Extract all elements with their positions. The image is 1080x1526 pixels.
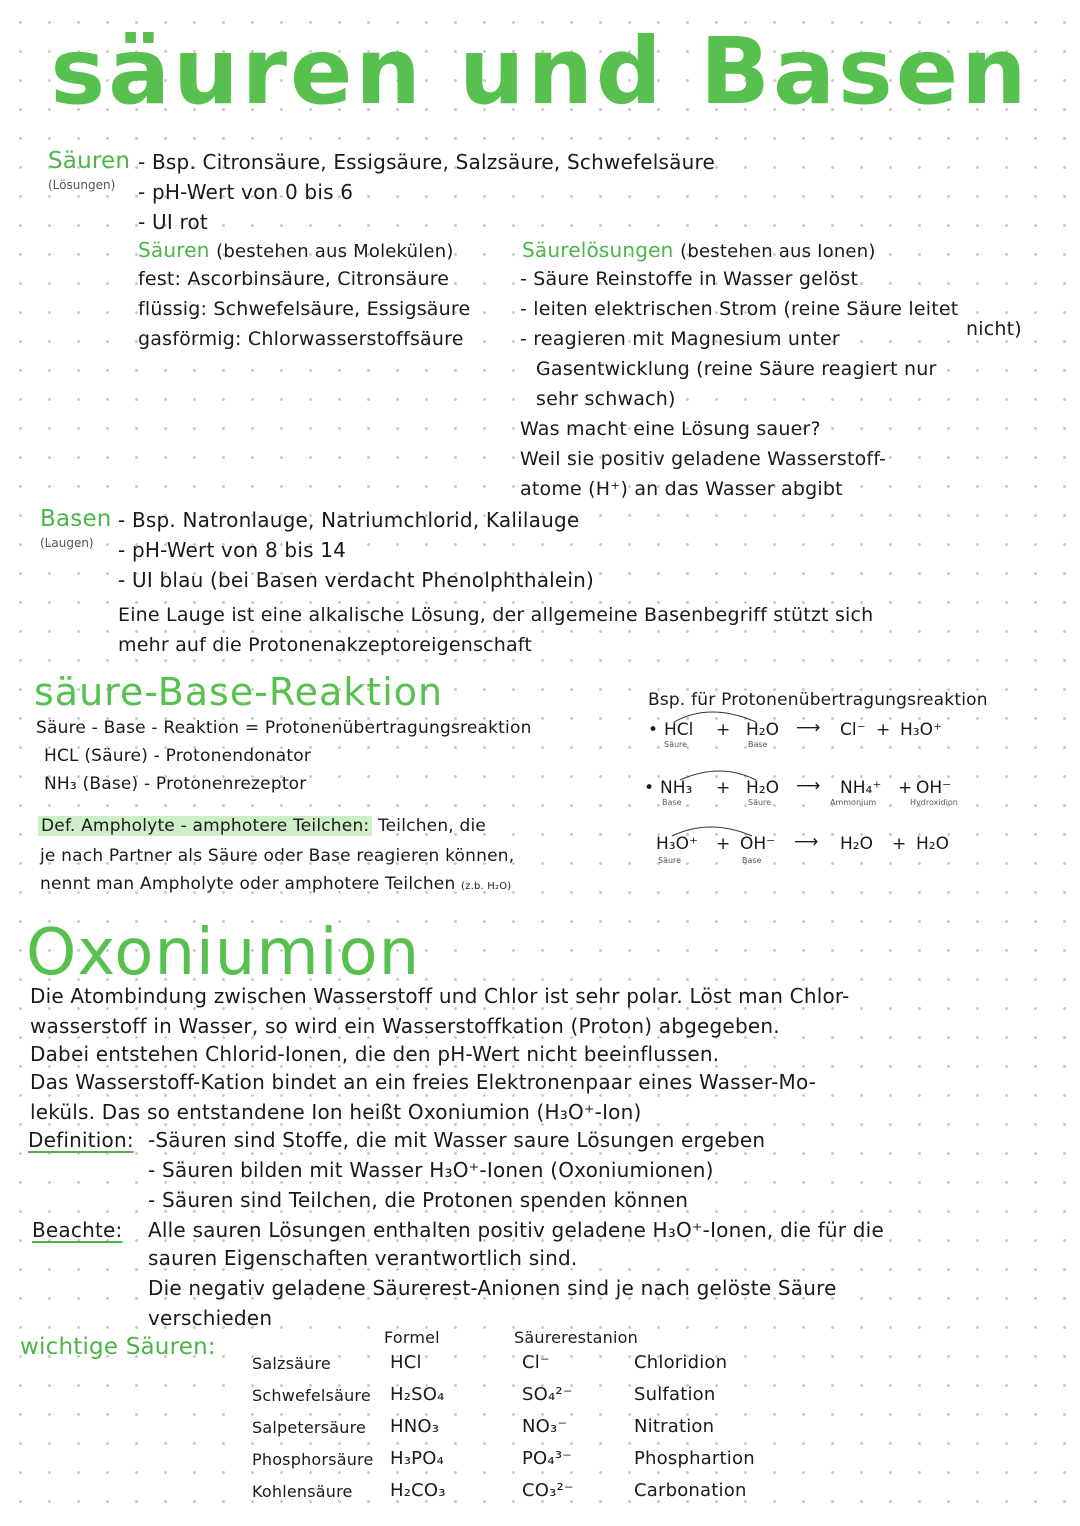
acid-anion: Cl⁻ — [522, 1352, 550, 1373]
definition-label: Definition: — [28, 1128, 134, 1152]
eq1-a: HCl — [664, 720, 694, 740]
acid-name: Schwefelsäure — [252, 1386, 371, 1405]
eq3-b: OH⁻ — [740, 834, 776, 854]
eq1-d: H₃O⁺ — [900, 720, 942, 740]
acid-formula: H₂SO₄ — [390, 1384, 445, 1405]
solutions-heading-rest: (bestehen aus Ionen) — [680, 241, 876, 262]
oxonium-para-2: wasserstoff in Wasser, so wird ein Wasserstoffkation (Proton) abgegeben. — [30, 1014, 780, 1038]
basen-line-1: - Bsp. Natronlauge, Natriumchlorid, Kalilauge — [118, 508, 580, 532]
molecules-heading-row — [138, 238, 454, 262]
acid-anion: SO₄²⁻ — [522, 1384, 573, 1405]
eq1-arrow: ⟶ — [796, 718, 821, 738]
oxonium-para-5: leküls. Das so entstandene Ion heißt Oxoniumion (H₃O⁺-Ion) — [30, 1100, 642, 1124]
acid-anion-name: Sulfation — [634, 1384, 716, 1405]
acid-anion-name: Phosphartion — [634, 1448, 755, 1469]
def-row-3 — [40, 874, 511, 894]
eq2-bullet: • — [644, 778, 655, 798]
eq1-plus1: + — [716, 720, 731, 740]
eq3-b-label: Base — [742, 856, 762, 865]
acid-formula: H₃PO₄ — [390, 1448, 444, 1469]
acid-anion: PO₄³⁻ — [522, 1448, 572, 1469]
oxonium-title: Oxoniumion — [26, 916, 421, 990]
oxonium-para-3: Dabei entstehen Chlorid-Ionen, die den pH-Wert nicht beeinflussen. — [30, 1042, 720, 1066]
molecules-heading-rest: (bestehen aus Molekülen) — [216, 241, 454, 262]
eq3-plus1: + — [716, 834, 731, 854]
wichtige-header-rest: Säurerestanion — [514, 1328, 638, 1347]
acid-formula: HNO₃ — [390, 1416, 440, 1437]
definition-line-2: - Säuren bilden mit Wasser H₃O⁺-Ionen (Oxoniumionen) — [148, 1158, 714, 1182]
eq1-bullet: • — [648, 720, 659, 740]
eq1-plus2: + — [876, 720, 891, 740]
wichtige-header-formel: Formel — [384, 1328, 440, 1347]
eq3-a-label: Säure — [658, 856, 682, 865]
eq2-c: NH₄⁺ — [840, 778, 882, 798]
acid-anion: CO₃²⁻ — [522, 1480, 574, 1501]
examples-title: Bsp. für Protonenübertragungsreaktion — [648, 690, 988, 710]
wichtige-label: wichtige Säuren: — [20, 1334, 216, 1360]
def-text-3: nennt man Ampholyte oder amphotere Teilchen — [40, 874, 456, 894]
beachte-line-4: verschieden — [148, 1306, 273, 1330]
reaktion-title: säure-Base-Reaktion — [34, 670, 444, 714]
def-row-1 — [38, 816, 486, 836]
acid-name: Salzsäure — [252, 1354, 331, 1373]
solutions-answer-2: atome (H⁺) an das Wasser abgibt — [520, 478, 843, 500]
eq3-c: H₂O — [840, 834, 873, 854]
saeuren-sublabel: (Lösungen) — [48, 178, 116, 192]
solutions-answer-1: Weil sie positiv geladene Wasserstoff- — [520, 448, 887, 470]
solutions-question: Was macht eine Lösung sauer? — [520, 418, 821, 440]
eq2-b: H₂O — [746, 778, 779, 798]
acid-anion-name: Chloridion — [634, 1352, 728, 1373]
def-label: Def. Ampholyte - amphotere Teilchen: — [38, 816, 372, 836]
molecules-heading: Säuren — [138, 238, 210, 262]
reaktion-line-3: NH₃ (Base) - Protonenrezeptor — [44, 774, 307, 794]
acid-anion-name: Nitration — [634, 1416, 715, 1437]
solutions-item-2: - leiten elektrischen Strom (reine Säure leitet — [520, 298, 959, 320]
eq2-b-label: Säure — [748, 798, 772, 807]
saeuren-line-2: - pH-Wert von 0 bis 6 — [138, 180, 354, 204]
acid-anion: NO₃⁻ — [522, 1416, 568, 1437]
acid-name: Phosphorsäure — [252, 1450, 374, 1469]
reaktion-line-2: HCL (Säure) - Protonendonator — [44, 746, 312, 766]
eq1-c: Cl⁻ — [840, 720, 866, 740]
basen-sublabel: (Laugen) — [40, 536, 94, 550]
eq2-c-label: Ammonium — [830, 798, 877, 807]
saeuren-line-1: - Bsp. Citronsäure, Essigsäure, Salzsäure, Schwefelsäure — [138, 150, 715, 174]
eq2-plus2: + — [898, 778, 913, 798]
basen-note-1: Eine Lauge ist eine alkalische Lösung, der allgemeine Basenbegriff stützt sich — [118, 604, 874, 626]
solutions-heading: Säurelösungen — [522, 238, 674, 262]
beachte-line-2: sauren Eigenschaften verantwortlich sind. — [148, 1246, 578, 1270]
eq3-a: H₃O⁺ — [656, 834, 698, 854]
molecules-item-1: fest: Ascorbinsäure, Citronsäure — [138, 268, 450, 290]
eq2-d-label: Hydroxidion — [910, 798, 958, 807]
solutions-item-6: sehr schwach) — [536, 388, 676, 410]
beachte-line-1: Alle sauren Lösungen enthalten positiv geladene H₃O⁺-Ionen, die für die — [148, 1218, 884, 1242]
oxonium-para-4: Das Wasserstoff-Kation bindet an ein freies Elektronenpaar eines Wasser-Mo- — [30, 1070, 817, 1094]
acid-name: Kohlensäure — [252, 1482, 353, 1501]
acid-formula: H₂CO₃ — [390, 1480, 446, 1501]
solutions-heading-row — [522, 238, 876, 262]
eq3-arrow: ⟶ — [794, 832, 819, 852]
definition-line-1: -Säuren sind Stoffe, die mit Wasser saure Lösungen ergeben — [148, 1128, 766, 1152]
def-text-2: je nach Partner als Säure oder Base reagieren können, — [40, 846, 515, 866]
basen-line-2: - pH-Wert von 8 bis 14 — [118, 538, 347, 562]
eq3-plus2: + — [892, 834, 907, 854]
def-text-3-small: (z.b. H₂O) — [461, 881, 512, 892]
eq3-d: H₂O — [916, 834, 949, 854]
eq2-plus1: + — [716, 778, 731, 798]
proton-transfer-arcs — [660, 700, 800, 870]
def-text-1: Teilchen, die — [377, 816, 487, 836]
acid-anion-name: Carbonation — [634, 1480, 747, 1501]
eq2-a-label: Base — [662, 798, 682, 807]
eq2-a: NH₃ — [660, 778, 693, 798]
eq1-b: H₂O — [746, 720, 779, 740]
molecules-item-3: gasförmig: Chlorwasserstoffsäure — [138, 328, 464, 350]
basen-line-3: - UI blau (bei Basen verdacht Phenolphthalein) — [118, 568, 595, 592]
beachte-line-3: Die negativ geladene Säurerest-Anionen sind je nach gelöste Säure — [148, 1276, 837, 1300]
eq1-b-label: Base — [748, 740, 768, 749]
saeuren-label: Säuren — [48, 148, 131, 174]
solutions-item-4: - reagieren mit Magnesium unter — [520, 328, 840, 350]
eq1-a-label: Säure — [664, 740, 688, 749]
beachte-label: Beachte: — [32, 1218, 123, 1242]
page-title: säuren und Basen — [50, 18, 1030, 125]
solutions-item-3: nicht) — [966, 318, 1022, 340]
eq2-arrow: ⟶ — [796, 776, 821, 796]
solutions-item-1: - Säure Reinstoffe in Wasser gelöst — [520, 268, 859, 290]
definition-line-3: - Säuren sind Teilchen, die Protonen spenden können — [148, 1188, 689, 1212]
basen-label: Basen — [40, 506, 112, 532]
acid-formula: HCl — [390, 1352, 422, 1373]
acid-name: Salpetersäure — [252, 1418, 367, 1437]
oxonium-para-1: Die Atombindung zwischen Wasserstoff und Chlor ist sehr polar. Löst man Chlor- — [30, 984, 850, 1008]
eq2-d: OH⁻ — [916, 778, 952, 798]
saeuren-line-3: - UI rot — [138, 210, 208, 234]
solutions-item-5: Gasentwicklung (reine Säure reagiert nur — [536, 358, 937, 380]
basen-note-2: mehr auf die Protonenakzeptoreigenschaft — [118, 634, 532, 656]
molecules-item-2: flüssig: Schwefelsäure, Essigsäure — [138, 298, 471, 320]
reaktion-line-1: Säure - Base - Reaktion = Protonenübertragungsreaktion — [36, 718, 532, 738]
